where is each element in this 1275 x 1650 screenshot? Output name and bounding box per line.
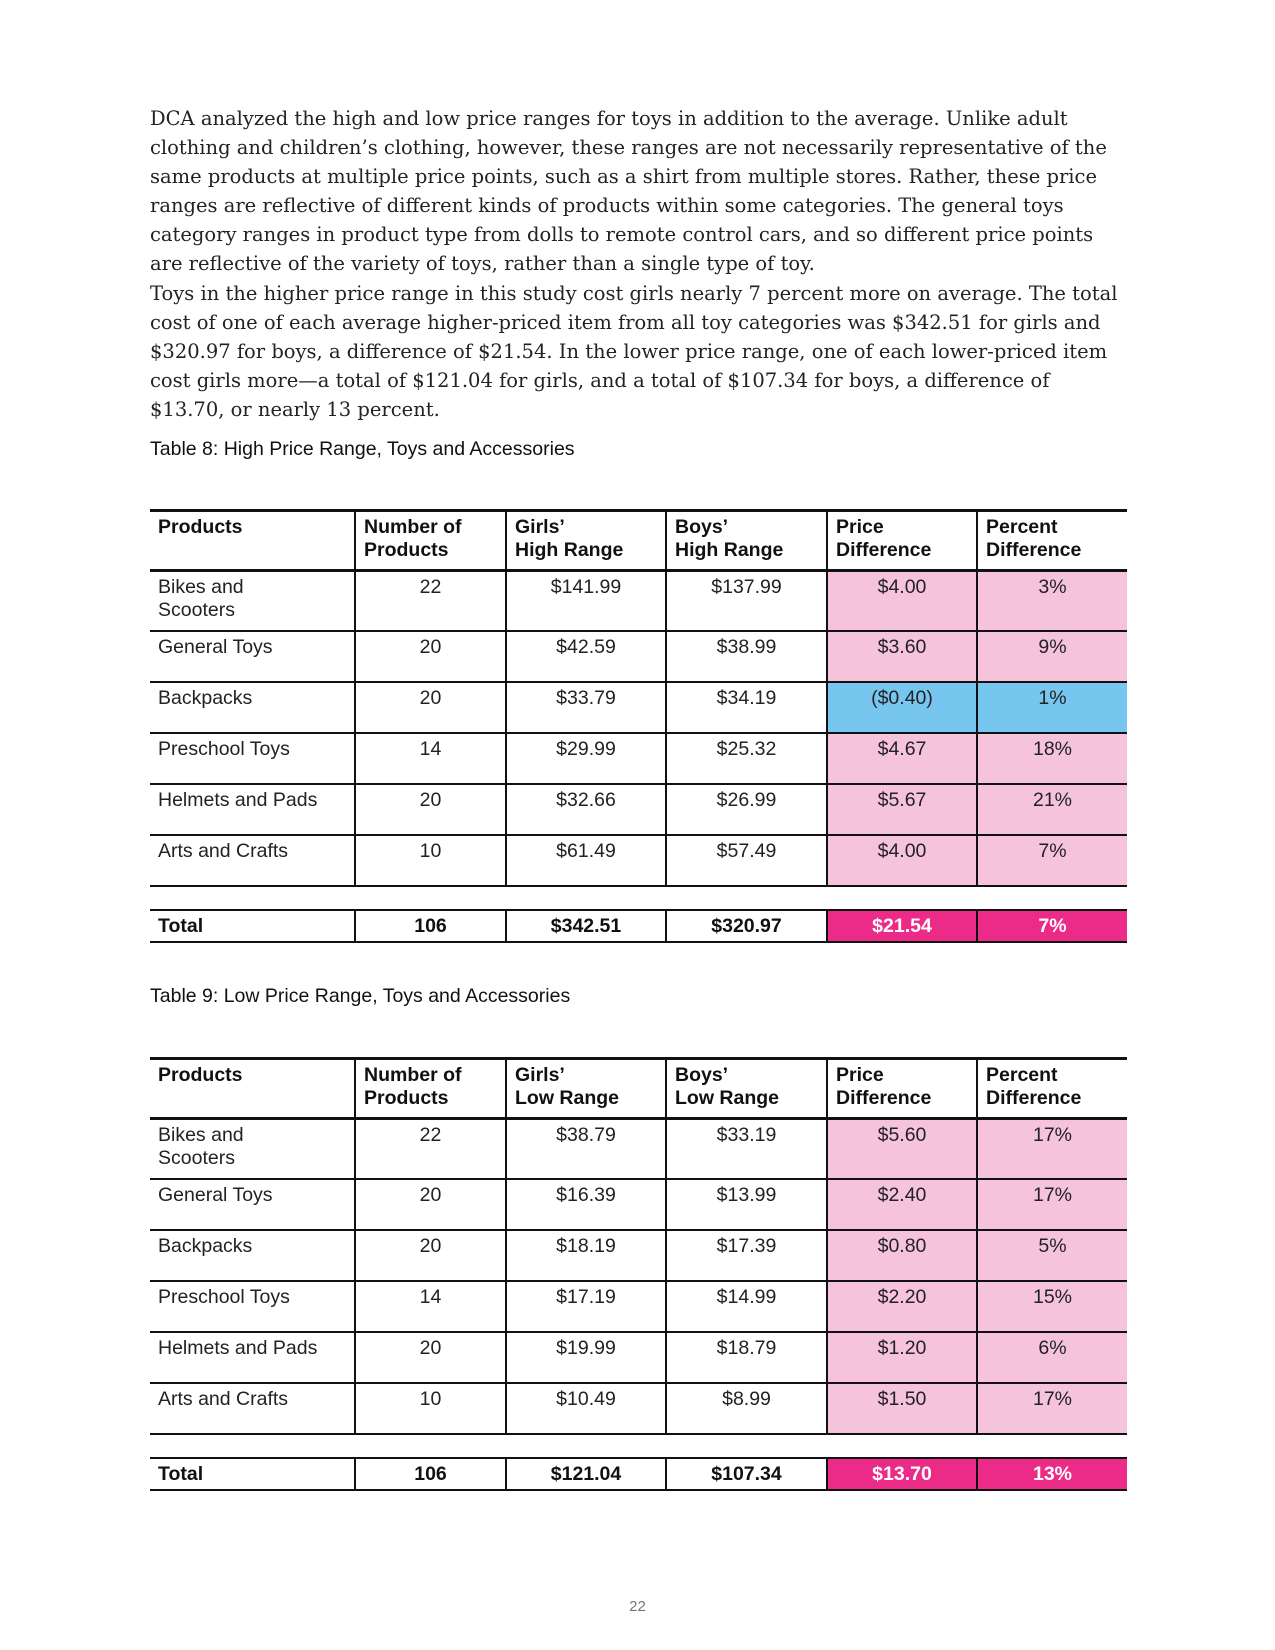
table-row [150,785,1127,836]
product-name-cell [150,1384,354,1433]
table-8 [150,509,1127,943]
header-text-line: Products [364,1087,449,1109]
header-boys-range [665,512,826,569]
boys-price-cell: $26.99 [665,785,826,834]
product-name-line: General Toys [158,636,273,658]
table-total-row [150,909,1127,943]
boys-price-cell: $34.19 [665,683,826,732]
total-girls-cell: $342.51 [505,911,665,941]
percent-difference-cell: 7% [976,836,1127,885]
product-name-cell [150,734,354,783]
table-row [150,1120,1127,1180]
table-row [150,572,1127,632]
table-row [150,836,1127,887]
product-count-cell: 20 [354,1180,505,1229]
boys-price-cell: $13.99 [665,1180,826,1229]
header-text-line: Boys’ [675,1064,729,1086]
header-percent-difference [976,512,1127,569]
header-text-line: Girls’ [515,1064,565,1086]
header-text-line: Products [158,516,243,538]
header-text-line: High Range [515,539,624,561]
product-count-cell: 20 [354,785,505,834]
product-name-line: Bikes and [158,1124,244,1146]
price-difference-cell: ($0.40) [826,683,976,732]
boys-price-cell: $38.99 [665,632,826,681]
price-difference-cell: $2.20 [826,1282,976,1331]
price-difference-cell: $4.67 [826,734,976,783]
header-text-line: Difference [836,539,932,561]
girls-price-cell: $141.99 [505,572,665,630]
page-number: 22 [629,1598,646,1615]
percent-difference-cell: 6% [976,1333,1127,1382]
header-text-line: Difference [836,1087,932,1109]
header-products [150,1060,354,1117]
total-price-difference-cell: $21.54 [826,911,976,941]
table-9 [150,1057,1127,1491]
product-count-cell: 14 [354,734,505,783]
percent-difference-cell: 15% [976,1282,1127,1331]
header-number-of-products [354,1060,505,1117]
header-text-line: Products [158,1064,243,1086]
product-name-cell [150,836,354,885]
percent-difference-cell: 18% [976,734,1127,783]
product-name-line: Preschool Toys [158,1286,290,1308]
product-name-cell [150,1333,354,1382]
product-count-cell: 20 [354,683,505,732]
percent-difference-cell: 17% [976,1120,1127,1178]
product-name-cell [150,1282,354,1331]
boys-price-cell: $33.19 [665,1120,826,1178]
table-row [150,734,1127,785]
price-difference-cell: $0.80 [826,1231,976,1280]
boys-price-cell: $57.49 [665,836,826,885]
header-boys-range [665,1060,826,1117]
product-name-line: Bikes and [158,576,244,598]
product-count-cell: 20 [354,1333,505,1382]
product-count-cell: 10 [354,836,505,885]
product-name-line: Helmets and Pads [158,1337,318,1359]
price-difference-cell: $4.00 [826,836,976,885]
product-name-cell [150,1180,354,1229]
girls-price-cell: $18.19 [505,1231,665,1280]
header-percent-difference [976,1060,1127,1117]
percent-difference-cell: 21% [976,785,1127,834]
total-price-difference-cell: $13.70 [826,1459,976,1489]
boys-price-cell: $137.99 [665,572,826,630]
total-boys-cell: $320.97 [665,911,826,941]
boys-price-cell: $14.99 [665,1282,826,1331]
price-difference-cell: $5.60 [826,1120,976,1178]
price-difference-cell: $4.00 [826,572,976,630]
total-label-cell: Total [158,1463,204,1485]
girls-price-cell: $42.59 [505,632,665,681]
header-price-difference [826,512,976,569]
total-count-cell: 106 [354,911,505,941]
percent-difference-cell: 3% [976,572,1127,630]
price-difference-cell: $1.50 [826,1384,976,1433]
header-text-line: Products [364,539,449,561]
product-count-cell: 10 [354,1384,505,1433]
product-name-line: Backpacks [158,687,253,709]
product-name-cell [150,632,354,681]
header-price-difference [826,1060,976,1117]
total-count-cell: 106 [354,1459,505,1489]
boys-price-cell: $18.79 [665,1333,826,1382]
price-difference-cell: $3.60 [826,632,976,681]
product-name-line: Backpacks [158,1235,253,1257]
price-difference-cell: $1.20 [826,1333,976,1382]
product-name-cell [150,1231,354,1280]
girls-price-cell: $17.19 [505,1282,665,1331]
header-text-line: Number of [364,1064,462,1086]
percent-difference-cell: 17% [976,1384,1127,1433]
header-text-line: Low Range [515,1087,620,1109]
header-text-line: Percent [986,1064,1058,1086]
boys-price-cell: $25.32 [665,734,826,783]
total-percent-difference-cell: 13% [976,1459,1127,1489]
percent-difference-cell: 17% [976,1180,1127,1229]
product-name-line: Arts and Crafts [158,1388,289,1410]
table-row [150,1384,1127,1435]
header-number-of-products [354,512,505,569]
product-name-line: Scooters [158,1147,235,1169]
product-name-cell [150,572,354,630]
table-header-row [150,1057,1127,1120]
price-difference-cell: $2.40 [826,1180,976,1229]
girls-price-cell: $32.66 [505,785,665,834]
girls-price-cell: $19.99 [505,1333,665,1382]
girls-price-cell: $10.49 [505,1384,665,1433]
product-name-line: General Toys [158,1184,273,1206]
product-count-cell: 20 [354,1231,505,1280]
table-row [150,1231,1127,1282]
product-count-cell: 22 [354,1120,505,1178]
product-name-line: Helmets and Pads [158,789,318,811]
header-girls-range [505,1060,665,1117]
product-name-cell [150,1120,354,1178]
product-count-cell: 22 [354,572,505,630]
boys-price-cell: $17.39 [665,1231,826,1280]
total-percent-difference-cell: 7% [976,911,1127,941]
table-8-caption: Table 8: High Price Range, Toys and Accessories [150,438,575,460]
total-girls-cell: $121.04 [505,1459,665,1489]
product-name-cell [150,683,354,732]
header-girls-range [505,512,665,569]
percent-difference-cell: 1% [976,683,1127,732]
summary-paragraph: Toys in the higher price range in this study cost girls nearly 7 percent more on average. The total cost of one of each average higher-priced item from all toy categories was $342.51 for girls and $320.97 for boys, a difference of $21.54. In the lower price range, one of each lower-priced item cost girls more—a total of $121.04 for girls, and a total of $107.34 for boys, a difference of $13.70, or nearly 13 percent. [150,282,1118,421]
product-name-line: Preschool Toys [158,738,290,760]
table-row [150,1282,1127,1333]
table-header-row [150,509,1127,572]
intro-paragraph: DCA analyzed the high and low price ranges for toys in addition to the average. Unlike adult clothing and children’s clothing, however, these ranges are not necessarily representative of the same products at multiple price points, such as a shirt from multiple stores. Rather, these price ranges are reflective of different kinds of products within some categories. The general toys category ranges in product type from dolls to remote control cars, and so different price points are reflective of the variety of toys, rather than a single type of toy. [150,107,1107,275]
header-text-line: Boys’ [675,516,729,538]
header-products [150,512,354,569]
product-name-line: Scooters [158,599,235,621]
percent-difference-cell: 9% [976,632,1127,681]
header-text-line: Difference [986,539,1082,561]
total-boys-cell: $107.34 [665,1459,826,1489]
table-row [150,1333,1127,1384]
product-name-cell [150,785,354,834]
product-count-cell: 20 [354,632,505,681]
percent-difference-cell: 5% [976,1231,1127,1280]
girls-price-cell: $38.79 [505,1120,665,1178]
header-text-line: Difference [986,1087,1082,1109]
header-text-line: Low Range [675,1087,780,1109]
header-text-line: Girls’ [515,516,565,538]
header-text-line: Price [836,1064,884,1086]
girls-price-cell: $61.49 [505,836,665,885]
table-row [150,1180,1127,1231]
header-text-line: Percent [986,516,1058,538]
product-name-line: Arts and Crafts [158,840,289,862]
girls-price-cell: $29.99 [505,734,665,783]
girls-price-cell: $16.39 [505,1180,665,1229]
table-9-caption: Table 9: Low Price Range, Toys and Accessories [150,985,571,1007]
header-text-line: High Range [675,539,784,561]
table-total-row [150,1457,1127,1491]
girls-price-cell: $33.79 [505,683,665,732]
table-row [150,632,1127,683]
product-count-cell: 14 [354,1282,505,1331]
total-label-cell: Total [158,915,204,937]
header-text-line: Number of [364,516,462,538]
table-row [150,683,1127,734]
boys-price-cell: $8.99 [665,1384,826,1433]
price-difference-cell: $5.67 [826,785,976,834]
header-text-line: Price [836,516,884,538]
